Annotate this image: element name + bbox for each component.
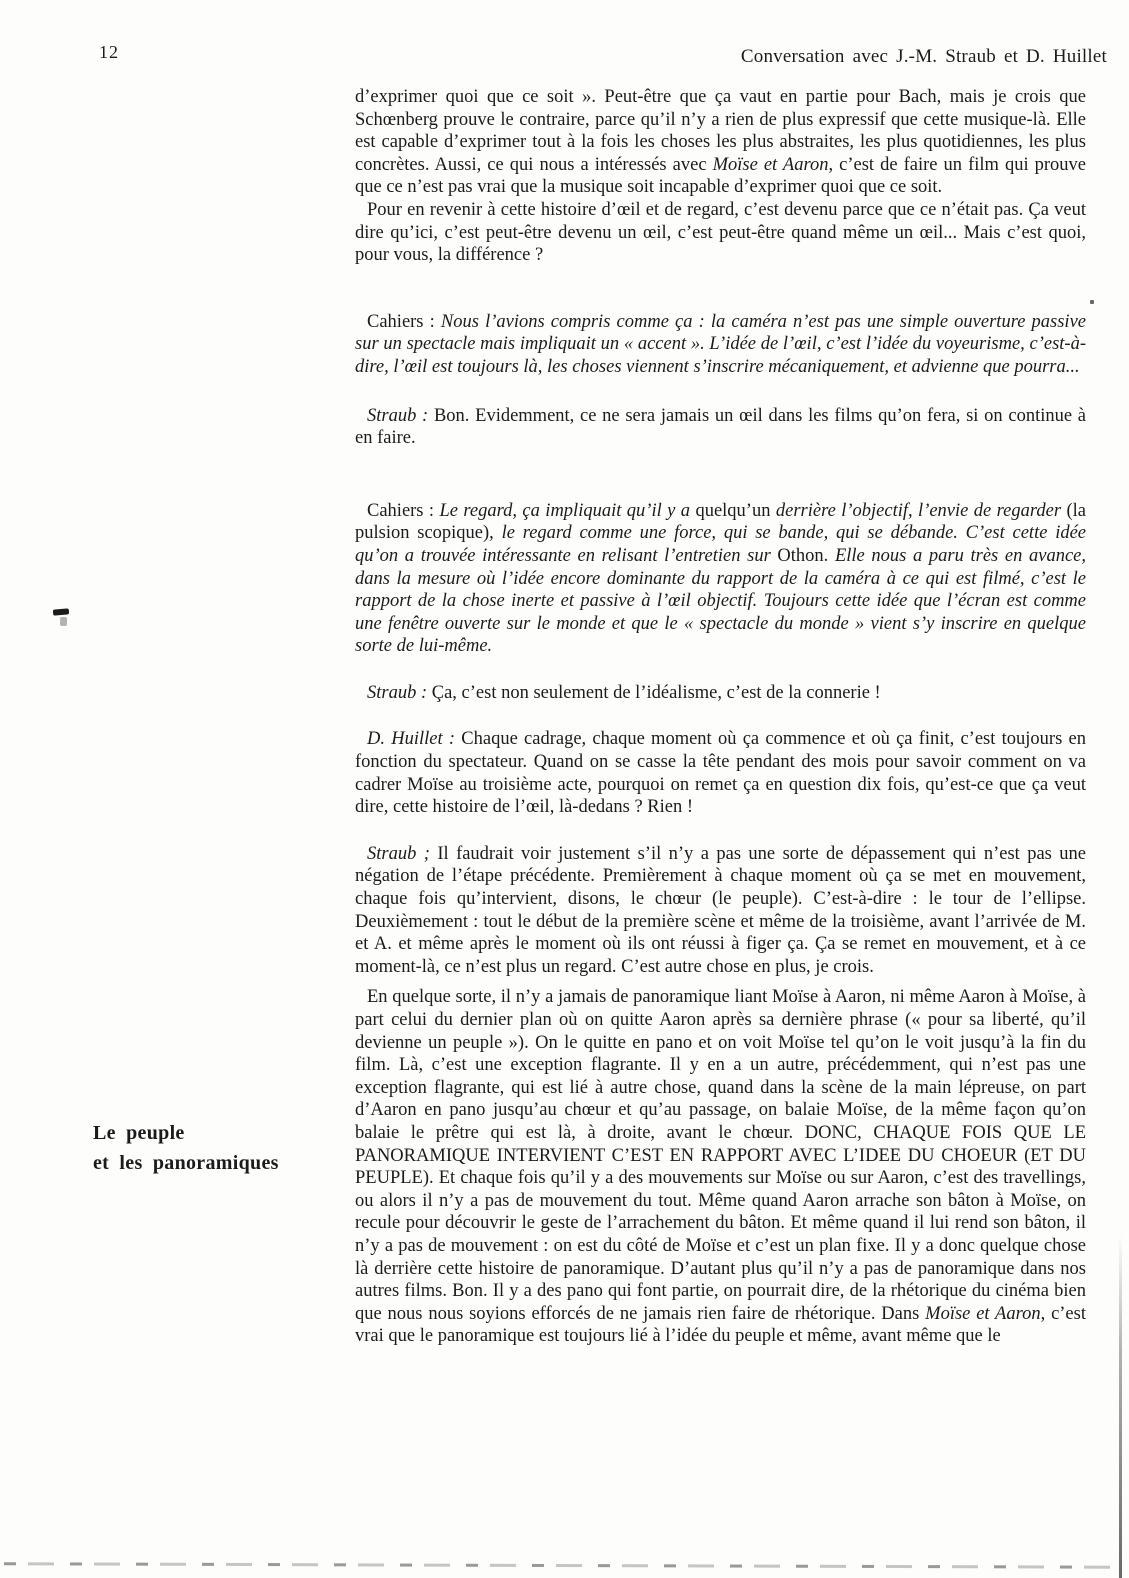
italic-text-segment: Straub ; xyxy=(367,843,438,864)
text-segment: Chaque cadrage, chaque moment où ça commence et où ça finit, c’est toujours en fonction du spectateur. Quand on se casse la tête pendant des mois pour savoir comment on va cadrer Moïse au troisième acte, pourquoi on remet ça en question dix fois, qu’est-ce que ça veut dire, cette histoire de l’œil, là-dedans ? Rien ! xyxy=(355,729,1086,818)
text-segment: Cahiers : xyxy=(367,500,440,521)
paragraph-straub-answer xyxy=(355,682,1086,705)
paragraph-straub-continuation xyxy=(355,86,1086,199)
page-number: 12 xyxy=(99,42,119,62)
text-segment: , c’est de faire un film qui prouve que ce n’est pas vrai que la musique soit incapable d’exprimer quoi que ce soit. xyxy=(355,154,1086,198)
italic-text-segment: le regard comme une force, qui se bande, qui se débande. C’est cette idée qu’on a trouvée intéressante en relisant l’entretien sur xyxy=(355,523,1087,566)
italic-text-segment: Straub : xyxy=(367,405,434,426)
text-segment: Il faudrait voir justement s’il n’y a pas une sorte de dépassement qui n’est pas une négation de l’étape précédente. Premièrement à chaque moment où ça se met en mouvement, chaque fois qu’intervient, disons, le chœur (le peuple). C’est-à-dire : le tour de l’ellipse. Deuxièmement : tout le début de la première scène et même de la troisième, avant l’arrivée de M. et A. et même après le moment où ils ont réussi à figer ça. Ça se remet en mouvement, et à ce moment-là, ce n’est plus un regard. C’est autre chose en plus, je crois. xyxy=(355,843,1087,977)
margin-note-line: Le peuple xyxy=(93,1122,185,1144)
margin-note xyxy=(93,1118,279,1178)
body-text xyxy=(355,86,1086,1348)
scan-artifact-right-edge xyxy=(1119,1235,1122,1578)
text-segment: Ça, c’est non seulement de l’idéalisme, c’est de la connerie ! xyxy=(431,682,881,703)
paragraph-straub-answer xyxy=(355,405,1086,450)
paragraph-straub-answer xyxy=(355,843,1086,979)
italic-text-segment: derrière l’objectif, l’envie de regarder xyxy=(775,500,1067,521)
text-segment: quelqu’un xyxy=(695,500,776,521)
text-segment: d’exprimer quoi que ce soit ». Peut-être que ça vaut en partie pour Bach, mais je crois que Schœnberg prouve le contraire, parce qu’il n’y a rien de plus expressif que cette musique-là. Elle est capable d’exprimer tout à la fois les choses les plus abstraites, les plus quotidiennes, les plus concrètes. Aussi, ce qui nous a intéressés avec xyxy=(355,87,1086,175)
italic-text-segment: Moïse et Aaron xyxy=(712,154,829,175)
text-segment: , c’est vrai que le panoramique est toujours lié à l’idée du peuple et même, avant même que le xyxy=(355,1303,1086,1347)
scan-artifact-speck xyxy=(1090,300,1094,304)
paragraph-huillet-answer xyxy=(355,728,1086,818)
italic-text-segment: Nous l’avions compris comme ça : la caméra n’est pas une simple ouverture passive sur un spectacle mais impliquait un « accent ». L’idée de l’œil, c’est l’idée du voyeurisme, c’est-à-dire, l’œil est toujours là, les choses viennent s’inscrire mécaniquement, et advienne que pourra... xyxy=(355,311,1086,377)
text-segment: (la pulsion scopique), xyxy=(355,500,1086,544)
italic-text-segment: D. Huillet : xyxy=(367,729,462,750)
paragraph-cahiers-question xyxy=(355,311,1086,379)
running-header: Conversation avec J.-M. Straub et D. Huillet xyxy=(740,46,1107,67)
paragraph-straub-panoramiques xyxy=(355,986,1086,1348)
text-segment: Othon. xyxy=(777,545,835,566)
italic-text-segment: Le regard, ça impliquait qu’il y a xyxy=(439,500,696,521)
text-segment: Bon. Evidemment, ce ne sera jamais un œil dans les films qu’on fera, si on continue à en faire. xyxy=(355,405,1087,449)
italic-text-segment: Elle nous a paru très en avance, dans la mesure où l’idée encore dominante du rapport de la caméra à ce qui est filmé, c’est le rapport de la chose inerte et passive à l’œil objectif. Toujours cette idée que l’écran est comme une fenêtre ouverte sur le monde et que le « spectacle du monde » vient s’y inscrire en quelque sorte de lui-même. xyxy=(355,545,1087,657)
paragraph-cahiers-question xyxy=(355,500,1086,658)
scan-artifact-ink-smudge xyxy=(60,617,67,626)
italic-text-segment: Straub : xyxy=(367,682,432,703)
scan-artifact-ink-blot xyxy=(53,608,69,615)
scan-artifact-bottom-line xyxy=(4,1562,1116,1568)
text-segment: Cahiers : xyxy=(367,311,441,332)
paragraph-straub xyxy=(355,199,1086,267)
italic-text-segment: Moïse et Aaron xyxy=(925,1303,1041,1324)
text-segment: En quelque sorte, il n’y a jamais de panoramique liant Moïse à Aaron, ni même Aaron à Moïse, à part celui du dernier plan où on quitte Aaron après sa dernière phrase (« pour sa liberté, qu’il devienne un peuple »). On le quitte en pano et on voit Moïse tel qu’on le voit jusqu’à la fin du film. Là, c’est une exception flagrante. Il y en a un autre, précédemment, qui n’est pas une exception flagrante, qui est lié à autre chose, quand dans la scène de la main lépreuse, on part d’Aaron en pano jusqu’au chœur et qu’au passage, on balaie Moïse, de la même façon qu’on balaie le prêtre qui est là, à droite, avant le chœur. DONC, CHAQUE FOIS QUE LE PANORAMIQUE INTERVIENT C’EST EN RAPPORT AVEC L’IDEE DU CHOEUR (ET DU PEUPLE). Et chaque fois qu’il y a des mouvements sur Moïse ou sur Aaron, c’est des travellings, ou alors il n’y a pas de mouvement du tout. Même quand Aaron arrache son bâton à Moïse, on recule pour découvrir le geste de l’arrachement du bâton. Et même quand il lui rend son bâton, il n’y a pas de mouvement : on est du côté de Moïse et c’est un plan fixe. Il y a donc quelque chose là derrière cette histoire de panoramique. D’autant plus qu’il n’y a pas de panoramique dans nos autres films. Bon. Il y a des pano qui font partie, on pourrait dire, de la rhétorique du cinéma bien que nous nous soyions efforcés de ne jamais rien faire de rhétorique. Dans xyxy=(355,987,1086,1324)
text-segment: Pour en revenir à cette histoire d’œil et de regard, c’est devenu parce que ce n’était pas. Ça veut dire qu’ici, c’est peut-être devenu un œil, c’est peut-être quand même un œil... Mais c’est quoi, pour vous, la différence ? xyxy=(355,199,1086,266)
margin-note-line: et les panoramiques xyxy=(93,1152,279,1174)
